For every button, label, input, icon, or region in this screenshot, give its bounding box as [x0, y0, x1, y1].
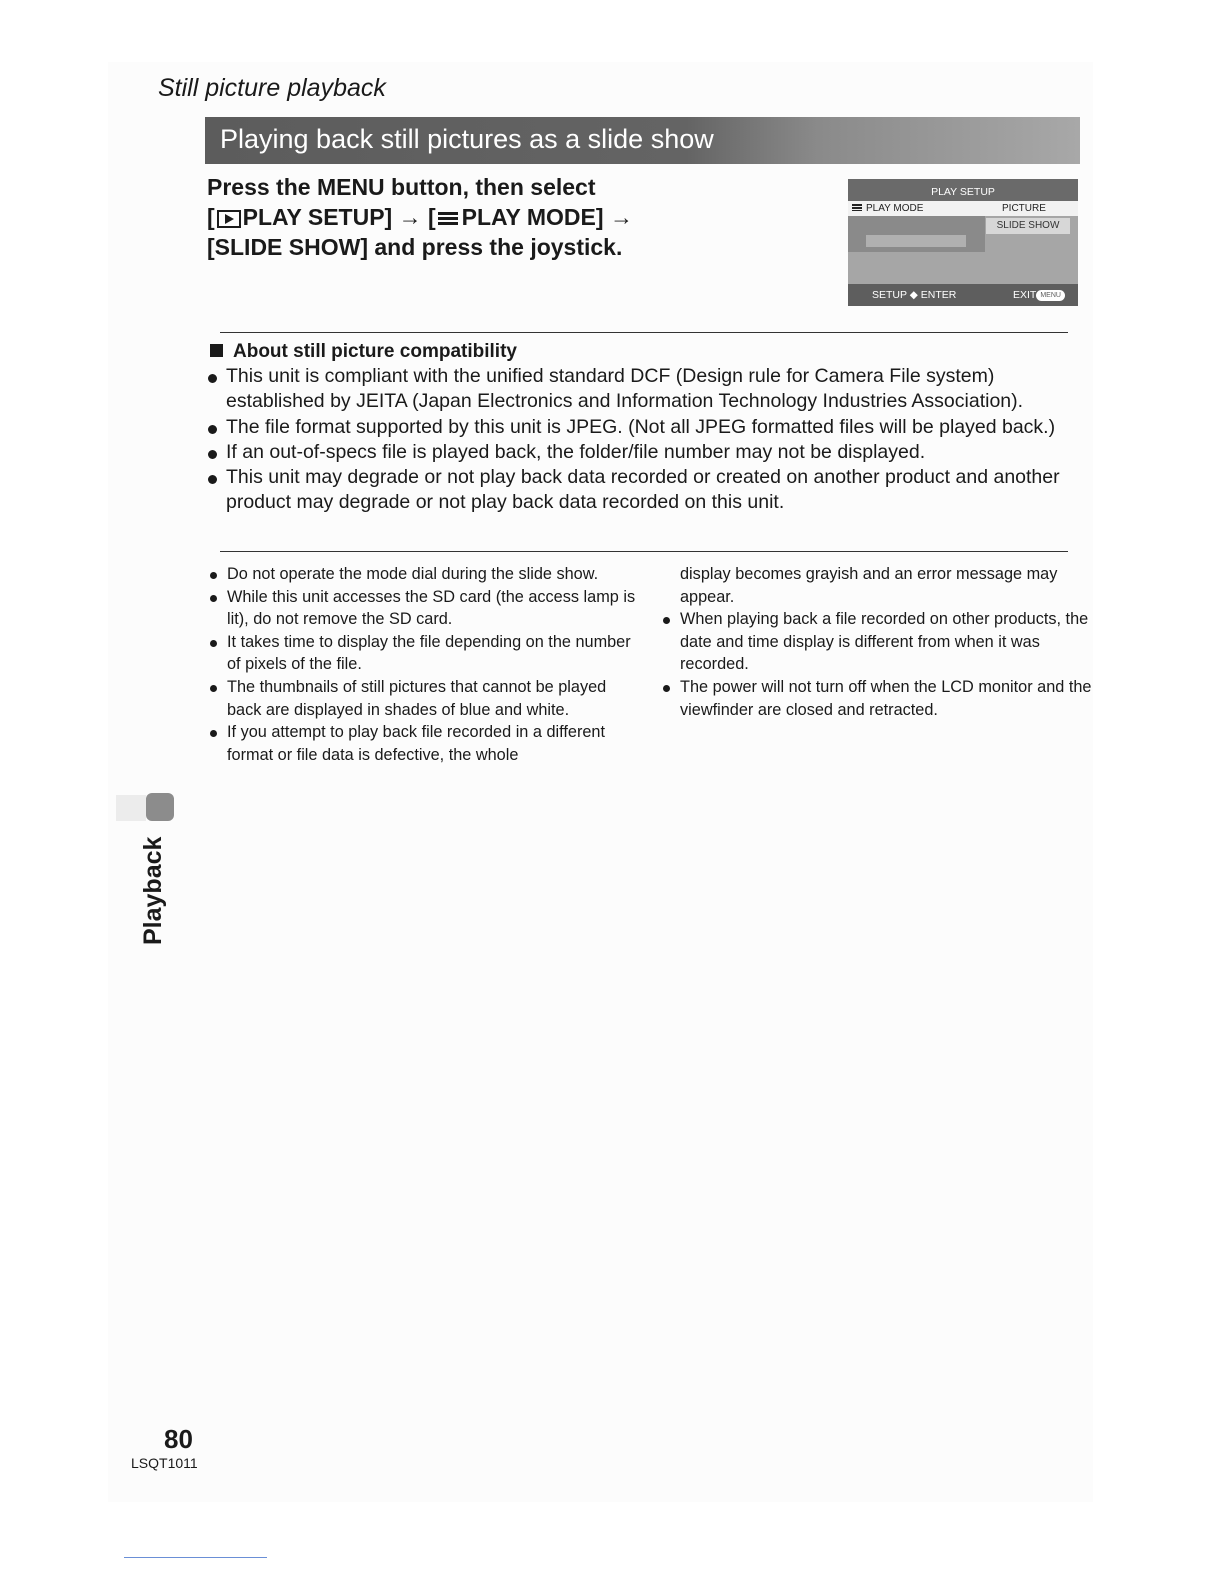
bullet-icon [210, 685, 217, 692]
document-code: LSQT1011 [131, 1455, 198, 1471]
section-banner [205, 117, 1080, 164]
list-item: If an out-of-specs file is played back, the folder/file number may not be displayed. [208, 440, 1093, 465]
lcd-selected-option: SLIDE SHOW [986, 218, 1070, 234]
square-bullet-icon [210, 344, 223, 357]
bottom-rule [124, 1557, 267, 1558]
menu-badge-icon: MENU [1036, 290, 1065, 301]
list-item-continuation: display becomes grayish and an error message may appear. [680, 565, 1058, 606]
instruction-line-2: [ PLAY SETUP] → [ PLAY MODE] → [207, 204, 633, 230]
divider [220, 332, 1068, 333]
bullet-icon [208, 425, 217, 434]
bullet-icon [208, 450, 217, 459]
bullet-icon [663, 685, 670, 692]
bullet-icon [210, 572, 217, 579]
instruction-line-1: Press the MENU button, then select [207, 174, 596, 200]
bullet-icon [210, 595, 217, 602]
compatibility-list [208, 364, 1093, 516]
joystick-icon: ◆ [909, 289, 918, 301]
page-number: 80 [164, 1424, 193, 1454]
play-mode-icon [852, 204, 862, 211]
instruction-line-3: [SLIDE SHOW] and press the joystick. [207, 234, 623, 260]
list-item: The thumbnails of still pictures that cannot be played back are displayed in shades of blue and white. [209, 676, 639, 721]
instruction-text [207, 172, 807, 262]
bullet-icon [663, 617, 670, 624]
bullet-icon [208, 475, 217, 484]
arrow-right-icon: → [609, 204, 633, 230]
bullet-icon [208, 374, 217, 383]
list-item: The file format supported by this unit is JPEG. (Not all JPEG formatted files will be played back.) [208, 415, 1093, 440]
list-item: This unit may degrade or not play back data recorded or created on another product and another product may degrade or not play back data recorded on this unit. [208, 465, 1093, 516]
play-mode-icon [438, 212, 458, 226]
list-item: This unit is compliant with the unified standard DCF (Design rule for Camera File system) established by JEITA (Japan Electronics and Information Technology Industries Association). [208, 364, 1093, 415]
arrow-right-icon: → [398, 204, 422, 230]
banner-title: Playing back still pictures as a slide show [220, 124, 714, 154]
lcd-menu-row-play-mode [848, 201, 1078, 216]
lcd-row-label: PLAY MODE [866, 203, 924, 214]
play-menu-icon [217, 210, 241, 228]
divider [220, 551, 1068, 552]
list-item: It takes time to display the file depending on the number of pixels of the file. [209, 631, 639, 676]
list-item: If you attempt to play back file recorded in a different format or file data is defective, the whole [209, 721, 639, 766]
lcd-menu-footer: SETUP ◆ ENTER EXIT MENU [848, 284, 1078, 306]
compatibility-heading: About still picture compatibility [210, 341, 517, 363]
list-item: Do not operate the mode dial during the slide show. [209, 563, 639, 586]
side-tab-shadow [116, 795, 146, 821]
bullet-icon [210, 730, 217, 737]
notes-column-right [662, 563, 1092, 721]
lcd-row-value: PICTURE [1002, 203, 1046, 214]
list-item: While this unit accesses the SD card (the access lamp is lit), do not remove the SD card. [209, 586, 639, 631]
notes-column-left [209, 563, 639, 766]
lcd-menu-screenshot [848, 179, 1078, 306]
list-item: The power will not turn off when the LCD monitor and the viewfinder are closed and retracted. [662, 676, 1092, 721]
lcd-menu-header: PLAY SETUP [848, 179, 1078, 201]
chapter-side-label: Playback [139, 836, 167, 945]
list-item: When playing back a file recorded on other products, the date and time display is different from when it was recorded. [662, 608, 1092, 676]
running-title: Still picture playback [158, 74, 386, 102]
bullet-icon [210, 640, 217, 647]
chapter-tab-marker [146, 793, 174, 821]
lcd-option-block [866, 235, 966, 247]
